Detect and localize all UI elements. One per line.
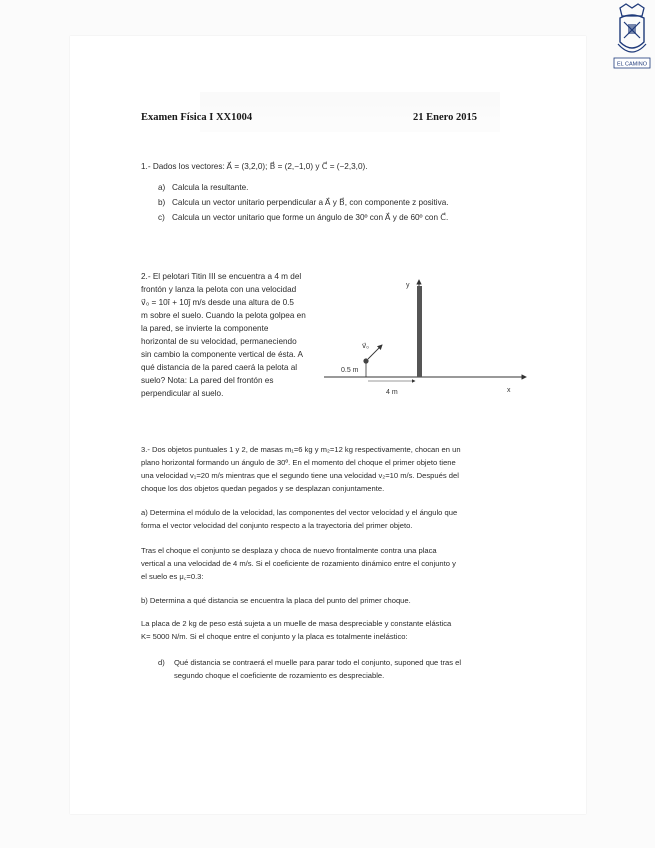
q3-mid-line: el suelo es μ꜀=0.3: [141, 572, 204, 581]
q3-d-line: Qué distancia se contraerá el muelle para parar todo el conjunto, suponed que tras el [174, 658, 462, 667]
q2-line: v⃗₀ = 10î + 10ĵ m/s desde una altura de 0.5 [141, 298, 294, 307]
q3-mid-line: vertical a una velocidad de 4 m/s. Si el coeficiente de rozamiento dinámico entre el conjunto y [141, 559, 456, 568]
q3-intro-line: una velocidad v₁=20 m/s mientras que el segundo tiene una velocidad v₂=10 m/s. Después del [141, 471, 459, 480]
velocity-arrow [368, 345, 382, 359]
q2-line: horizontal de su velocidad, permaneciendo [141, 337, 297, 346]
q3-mid-line: Tras el choque el conjunto se desplaza y choca de nuevo frontalmente contra una placa [141, 546, 437, 555]
q3-intro-line: choque los dos objetos quedan pegados y se desplazan conjuntamente. [141, 484, 385, 493]
q3-d-line: segundo choque el coeficiente de rozamiento es despreciable. [174, 671, 385, 680]
q2-line: la pared, se invierte la componente [141, 324, 269, 333]
exam-date: 21 Enero 2015 [413, 112, 477, 123]
q1-c-text: Calcula un vector unitario que forme un ángulo de 30º con A⃗ y de 60º con C⃗. [172, 213, 449, 222]
q3-intro-line: 3.- Dos objetos puntuales 1 y 2, de masas m₁=6 kg y m₂=12 kg respectivamente, chocan en un [141, 445, 461, 454]
distance-label: 4 m [386, 389, 398, 396]
q3-intro-line: plano horizontal formando un ángulo de 30º. En el momento del choque el primer objeto tiene [141, 458, 456, 467]
q2-line: suelo? Nota: La pared del frontón es [141, 376, 274, 385]
q2-line: sin cambio la componente vertical de ésta. A [141, 350, 304, 359]
fronton-wall [417, 286, 422, 377]
q1-intro: 1.- Dados los vectores: A⃗ = (3,2,0); B⃗ = (2,−1,0) y C⃗ = (−2,3,0). [141, 162, 368, 171]
fronton-diagram [322, 276, 532, 401]
y-axis-label: y [406, 282, 410, 289]
university-crest-icon [612, 2, 652, 72]
q3-d-label: d) [158, 658, 165, 667]
exam-title: Examen Física I XX1004 [141, 112, 253, 123]
logo-caption: EL CAMINO [616, 61, 648, 68]
q3-a-line: a) Determina el módulo de la velocidad, las componentes del vector velocidad y el ángulo que [141, 508, 458, 517]
q2-line: 2.- El pelotari Titin III se encuentra a 4 m del [141, 272, 302, 281]
exam-page [70, 36, 586, 814]
q1-b-label: b) [158, 198, 166, 207]
q3-a-line: forma el vector velocidad del conjunto respecto a la trayectoria del primer objeto. [141, 521, 413, 530]
height-label: 0.5 m [341, 367, 359, 374]
q1-a-label: a) [158, 183, 166, 192]
q2-line: frontón y lanza la pelota con una velocidad [141, 285, 297, 294]
q2-line: qué distancia de la pared caerá la pelota al [141, 363, 298, 372]
q3-placa-line: K= 5000 N/m. Si el choque entre el conjunto y la placa es totalmente inelástico: [141, 632, 408, 641]
x-axis-label: x [507, 387, 511, 394]
q3-placa-line: La placa de 2 kg de peso está sujeta a un muelle de masa despreciable y constante elástica [141, 619, 452, 628]
q3-b: b) Determina a qué distancia se encuentra la placa del punto del primer choque. [141, 596, 411, 605]
q1-c-label: c) [158, 213, 165, 222]
velocity-label: v⃗₀ [362, 343, 370, 350]
q1-a-text: Calcula la resultante. [172, 183, 249, 192]
ball [363, 358, 368, 363]
q2-line: perpendicular al suelo. [141, 389, 224, 398]
q2-line: m sobre el suelo. Cuando la pelota golpea en [141, 311, 306, 320]
q1-b-text: Calcula un vector unitario perpendicular a A⃗ y B⃗, con componente z positiva. [172, 198, 449, 207]
